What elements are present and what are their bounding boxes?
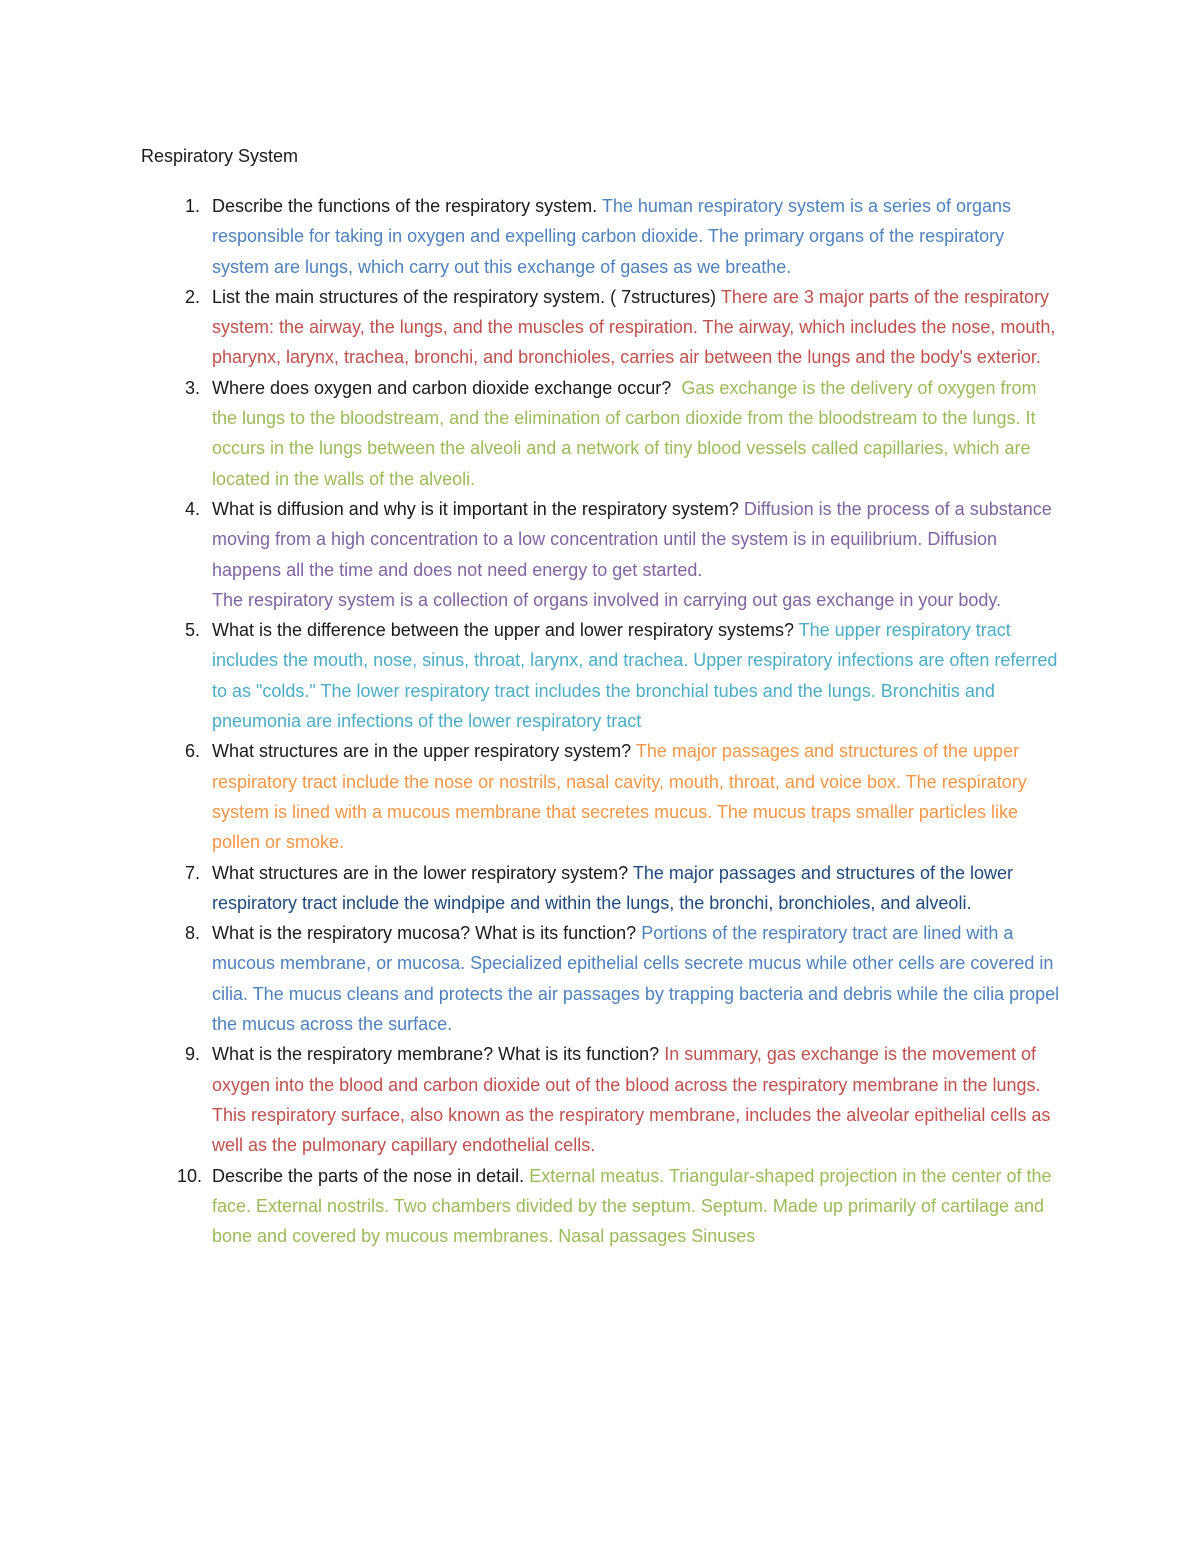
item-number: 6. <box>184 741 200 762</box>
answer-text: The human respiratory system is a series of organs responsible for taking in oxygen and expelling carbon dioxide. The primary organs of the respiratory system are lungs, which carry out this exchange of gases as we breathe. <box>212 196 1012 277</box>
list-item <box>0 282 1200 373</box>
item-number: 7. <box>184 862 200 883</box>
item-number: 9. <box>184 1044 200 1065</box>
answer-text: The major passages and structures of the upper respiratory tract include the nose or nostrils, nasal cavity, mouth, throat, and voice box. The respiratory system is lined with a mucous membrane that secretes mucus. The mucus traps smaller particles like pollen or smoke. <box>212 741 1027 853</box>
answer-text: Portions of the respiratory tract are lined with a mucous membrane, or mucosa. Specialized epithelial cells secrete mucus while other cells are covered in cilia. The mucus cleans and protects the air passages by trapping bacteria and debris while the cilia propel the mucus across the surface. <box>212 923 1060 1035</box>
item-number: 4. <box>184 498 200 519</box>
list-item <box>0 1161 1200 1252</box>
question-list <box>0 191 1200 1251</box>
answer-text: The upper respiratory tract includes the mouth, nose, sinus, throat, larynx, and trachea. Upper respiratory infections are often referred to as "colds." The lower respiratory tract includes the bronchial tubes and the lungs. Bronchitis and pneumonia are infections of the lower respiratory tract <box>212 620 1058 732</box>
question-text: List the main structures of the respiratory system. ( 7structures) <box>212 286 717 307</box>
item-number: 3. <box>184 377 200 398</box>
list-item <box>0 1039 1200 1160</box>
answer-text: Gas exchange is the delivery of oxygen from the lungs to the bloodstream, and the elimination of carbon dioxide from the bloodstream to the lungs. It occurs in the lungs between the alveoli and a network of tiny blood vessels called capillaries, which are located in the walls of the alveoli. <box>212 377 1037 489</box>
list-item <box>0 191 1200 282</box>
item-number: 10. <box>176 1165 202 1186</box>
page-title: Respiratory System <box>141 146 299 166</box>
item-number: 5. <box>184 620 200 641</box>
question-text: What structures are in the lower respiratory system? <box>212 862 629 883</box>
answer-text: Diffusion is the process of a substance moving from a high concentration to a low concentration until the system is in equilibrium. Diffusion happens all the time and does not need energy to get started. <box>212 498 1052 580</box>
question-text: Describe the functions of the respiratory system. <box>212 196 598 216</box>
list-item <box>0 858 1200 919</box>
item-number: 2. <box>184 286 200 307</box>
list-item <box>0 373 1200 494</box>
question-text: What structures are in the upper respiratory system? <box>212 741 632 762</box>
answer-text: The major passages and structures of the lower respiratory tract include the windpipe and within the lungs, the bronchi, bronchioles, and alveoli. <box>212 862 1014 913</box>
list-item <box>0 736 1200 857</box>
list-item <box>0 615 1200 736</box>
item-number: 1. <box>184 196 200 216</box>
question-text: What is the respiratory mucosa? What is its function? <box>212 923 637 944</box>
question-text: What is diffusion and why is it important in the respiratory system? <box>212 498 739 519</box>
question-text: Where does oxygen and carbon dioxide exchange occur? <box>212 377 672 398</box>
question-text: What is the difference between the upper and lower respiratory systems? <box>212 620 794 641</box>
answer-extra-text: The respiratory system is a collection of organs involved in carrying out gas exchange in your body. <box>212 589 1002 610</box>
question-text: Describe the parts of the nose in detail. <box>212 1165 525 1186</box>
item-number: 8. <box>184 923 200 944</box>
list-item <box>0 918 1200 1039</box>
answer-text: External meatus. Triangular-shaped projection in the center of the face. External nostrils. Two chambers divided by the septum. Septum. Made up primarily of cartilage and bone and covered by mucous membranes. Nasal passages Sinuses <box>212 1165 1052 1247</box>
answer-text: In summary, gas exchange is the movement of oxygen into the blood and carbon dioxide out of the blood across the respiratory membrane in the lungs. This respiratory surface, also known as the respiratory membrane, includes the alveolar epithelial cells as well as the pulmonary capillary endothelial cells. <box>212 1044 1051 1156</box>
list-item <box>0 494 1200 615</box>
answer-text: There are 3 major parts of the respiratory system: the airway, the lungs, and the muscles of respiration. The airway, which includes the nose, mouth, pharynx, larynx, trachea, bronchi, and bronchioles, carries air between the lungs and the body's exterior. <box>212 286 1056 368</box>
question-text: What is the respiratory membrane? What is its function? <box>212 1044 660 1065</box>
